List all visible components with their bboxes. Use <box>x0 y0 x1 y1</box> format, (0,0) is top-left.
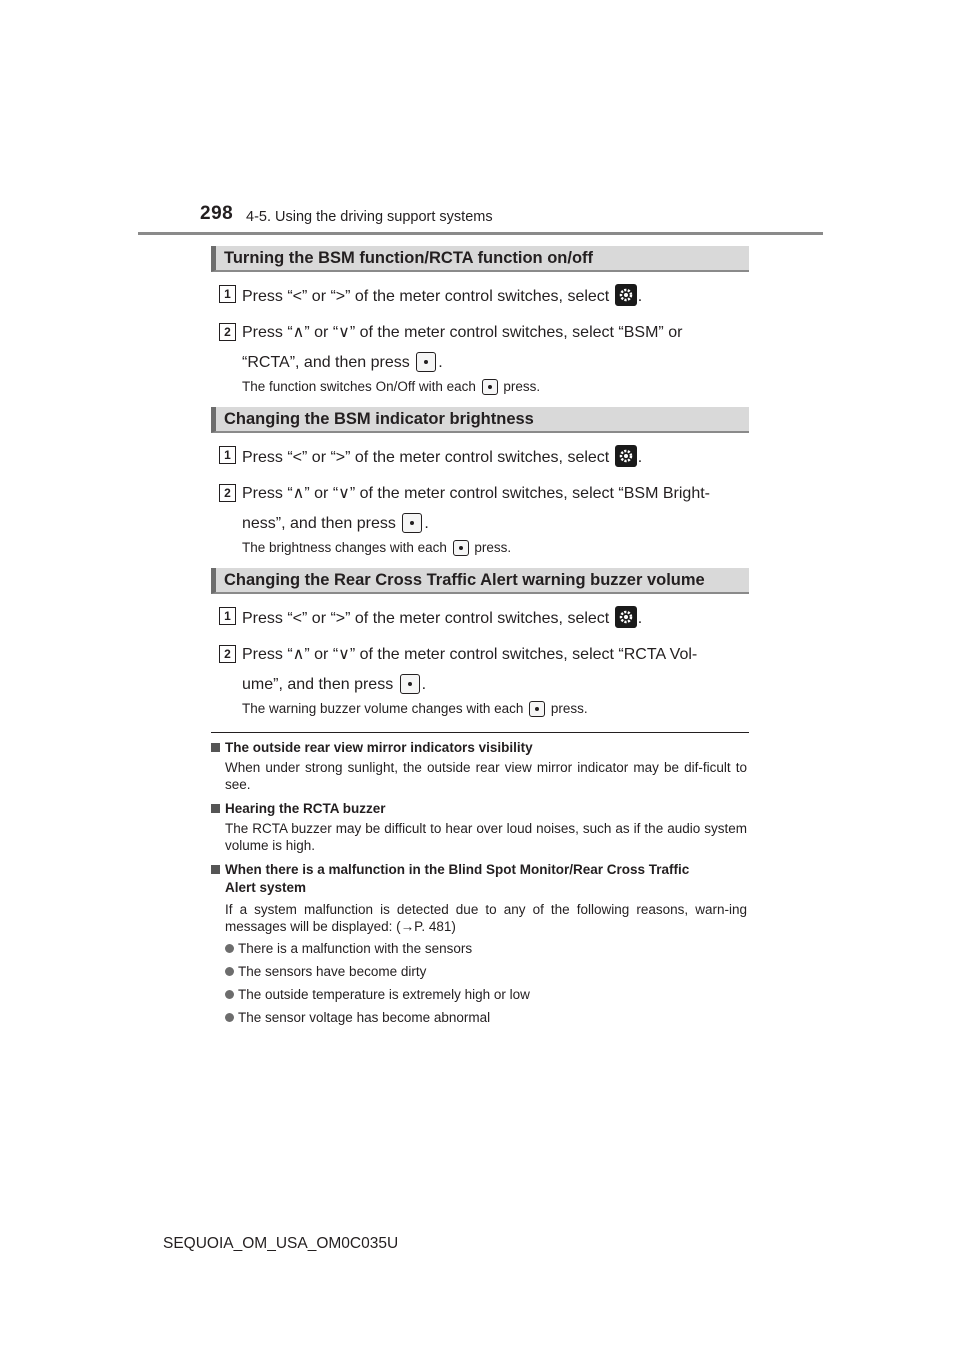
step-number: 1 <box>219 285 236 303</box>
step-note: The warning buzzer volume changes with each press. <box>242 701 588 716</box>
footer-code: SEQUOIA_OM_USA_OM0C035U <box>163 1235 399 1252</box>
enter-button-icon <box>400 674 420 694</box>
note-body: When under strong sunlight, the outside rear view mirror indicator may be dif-ficult to see. <box>225 760 747 792</box>
square-bullet-icon <box>211 743 220 752</box>
note-heading: When there is a malfunction in the Blind Spot Monitor/Rear Cross Traffic <box>211 862 689 877</box>
bullet-icon <box>225 1013 234 1022</box>
square-bullet-icon <box>211 804 220 813</box>
step-instruction: Press “<” or “>” of the meter control switches, select . <box>242 443 747 473</box>
note-body: If a system malfunction is detected due to any of the following reasons, warn-ing messages will be displayed: (→P. 481) <box>225 902 747 934</box>
step-text: Press “∧” or “∨” of the meter control switches, select “BSM” or <box>242 324 683 341</box>
gear-icon <box>615 606 637 628</box>
gear-icon <box>615 284 637 306</box>
enter-button-icon <box>482 379 498 395</box>
enter-button-icon <box>529 701 545 717</box>
enter-button-icon <box>453 540 469 556</box>
note-heading: Hearing the RCTA buzzer <box>211 801 386 816</box>
divider <box>211 732 749 733</box>
enter-button-icon <box>402 513 422 533</box>
step-text: Press “<” or “>” of the meter control switches, select <box>242 288 614 305</box>
header-rule <box>138 232 823 235</box>
list-item: The sensors have become dirty <box>225 964 426 979</box>
step-text-end: . <box>637 288 643 305</box>
note-body: The RCTA buzzer may be difficult to hear over loud noises, such as if the audio system volume is high. <box>225 821 747 853</box>
step-number: 2 <box>219 323 236 341</box>
note-heading-line2: Alert system <box>225 880 307 895</box>
bullet-icon <box>225 990 234 999</box>
note-heading: The outside rear view mirror indicators visibility <box>211 740 533 755</box>
step-number: 2 <box>219 484 236 502</box>
step-number: 1 <box>219 446 236 464</box>
step-instruction <box>242 318 747 378</box>
page-number: 298 <box>200 203 234 224</box>
bullet-icon <box>225 967 234 976</box>
step-instruction: Press “∧” or “∨” of the meter control switches, select “BSM Bright- ness”, and then press . <box>242 485 710 532</box>
gear-icon <box>615 445 637 467</box>
section-heading-rcta-buzzer: Changing the Rear Cross Traffic Alert warning buzzer volume <box>211 568 749 594</box>
step-instruction: Press “<” or “>” of the meter control switches, select . <box>242 604 747 634</box>
list-item: The outside temperature is extremely high or low <box>225 987 530 1002</box>
section-title: 4-5. Using the driving support systems <box>246 209 493 225</box>
section-heading-bsm-rcta-onoff: Turning the BSM function/RCTA function on/off <box>211 246 749 272</box>
bullet-icon <box>225 944 234 953</box>
step-note: The function switches On/Off with each press. <box>242 379 541 394</box>
list-item: There is a malfunction with the sensors <box>225 941 472 956</box>
step-text-line2: “RCTA”, and then press . <box>242 354 443 371</box>
enter-button-icon <box>416 352 436 372</box>
step-instruction: Press “∧” or “∨” of the meter control switches, select “RCTA Vol- ume”, and then press . <box>242 646 698 693</box>
square-bullet-icon <box>211 865 220 874</box>
section-heading-bsm-brightness: Changing the BSM indicator brightness <box>211 407 749 433</box>
step-note: The brightness changes with each press. <box>242 540 512 555</box>
step-number: 1 <box>219 607 236 625</box>
list-item: The sensor voltage has become abnormal <box>225 1010 490 1025</box>
step-instruction <box>242 282 747 312</box>
step-number: 2 <box>219 645 236 663</box>
